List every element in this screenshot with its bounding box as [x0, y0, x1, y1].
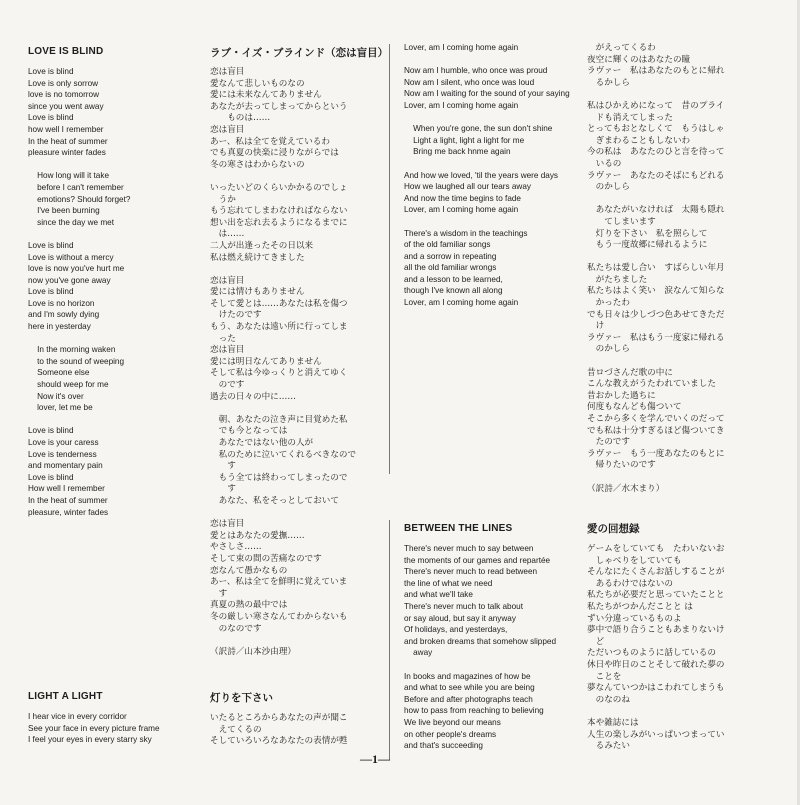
column-divider-top: [389, 44, 390, 474]
lyric-line: 夜空に輝くのはあなたの瞳: [587, 54, 691, 65]
lyric-line: ラヴァー 私はもう一度家に帰れる: [587, 332, 725, 343]
light-a-light-title: LIGHT A LIGHT: [28, 691, 103, 702]
lyric-line: [210, 403, 388, 415]
lyric-line: 朝、あなたの泣き声に目覚めた私: [210, 414, 348, 425]
between-the-lines-ja-title: 愛の回想録: [587, 523, 640, 535]
lyric-line: （訳詩／水木まり）: [587, 483, 665, 494]
lyric-line: もう忘れてしまわなければならない: [210, 206, 348, 217]
lyric-line: もう、あなたは遠い所に行ってしま: [210, 322, 348, 333]
lyric-line: [404, 158, 570, 170]
lyric-line: [404, 112, 570, 124]
lyric-line: ラヴァー もう一度あなたのもとに: [587, 448, 725, 459]
lyric-line: ラヴァー あなたのそばにもどれる: [587, 170, 725, 181]
lyric-line: In the heat of summer: [28, 495, 108, 505]
lyric-line: I've been burning: [28, 206, 100, 216]
lyric-line: and a lesson to be learned,: [404, 274, 503, 284]
lyric-line: たのです: [587, 437, 630, 448]
lyric-line: Love is blind: [28, 287, 74, 297]
lyric-line: 夢中で語り合うこともあまりないけ: [587, 625, 725, 636]
lyric-line: And how we loved, 'til the years were days: [404, 170, 559, 180]
lyric-line: 私は燃え続けてきました: [210, 252, 305, 263]
lyric-line: [210, 635, 388, 647]
lyric-line: [587, 252, 725, 264]
lyric-line: えてくるの: [210, 724, 262, 735]
lyric-line: I feel your eyes in every starry sky: [28, 735, 152, 745]
lyric-line: [210, 508, 388, 520]
between-the-lines-ja-section: [587, 521, 725, 753]
lyric-line: Someone else: [28, 368, 90, 378]
lyric-line: away: [404, 648, 433, 658]
lyric-line: the moments of our games and repartée: [404, 555, 551, 565]
lyric-line: [587, 194, 725, 206]
lyric-line: 過去の日々の中に……: [210, 391, 296, 402]
lyric-line: though I've known all along: [404, 286, 503, 296]
lyric-line: [587, 89, 725, 101]
lyric-line: and broken dreams that somehow slipped: [404, 636, 557, 646]
lyric-line: and what to see while you are being: [404, 683, 535, 693]
lyric-line: あるわけではないの: [587, 578, 673, 589]
lyric-line: 私たちは愛し合い すばらしい年月: [587, 263, 725, 274]
lyric-line: でも今となっては: [210, 426, 288, 437]
lyric-line: もう全ては終わってしまったので: [210, 472, 348, 483]
lyric-line: all the old familiar wrongs: [404, 263, 497, 273]
lyric-line: ことを: [587, 671, 622, 682]
lyric-line: った: [210, 333, 236, 344]
lyric-line: でも日々は少しづつ色あせてきただ: [587, 309, 725, 320]
lyric-line: あなたではない他の人が: [210, 438, 314, 448]
lyric-line: Lover, am I coming home again: [404, 100, 519, 110]
page-number: —1—: [360, 752, 390, 766]
lyric-line: ラヴァー 私はあなたのもとに帰れ: [587, 66, 725, 77]
lyric-line: Love is blind: [28, 472, 74, 482]
lyric-line: るみたい: [587, 741, 630, 752]
lyric-line: がたちました: [587, 274, 648, 285]
lyric-line: 人生の楽しみがいっぱいつまってい: [587, 729, 725, 740]
lyric-line: そして愛とは……あなたは私を傷つ: [210, 298, 348, 309]
lyric-line: ドも消えてしまった: [587, 112, 673, 123]
lyric-line: てしまいます: [587, 216, 656, 227]
lyric-line: けたのです: [210, 310, 262, 321]
lyric-line: pleasure, winter fades: [28, 507, 109, 517]
lyric-line: Of holidays, and yesterdays,: [404, 625, 508, 635]
lyric-line: How well I remember: [28, 484, 105, 494]
lyric-line: そんなにたくさんお話しすることが: [587, 567, 725, 578]
lyric-line: When you're gone, the sun don't shine: [404, 124, 553, 134]
lyric-line: and what we'll take: [404, 590, 473, 600]
lyric-line: のかしら: [587, 182, 630, 193]
lyric-line: のなのです: [210, 623, 262, 634]
lyric-line: あー、私は全てを覚えているわ: [210, 136, 330, 147]
light-a-light-ja-continued-lyrics: [587, 43, 725, 495]
lyric-line: がえってくるわ: [587, 43, 656, 53]
lyric-line: and a sorrow in repeating: [404, 251, 497, 261]
lyric-line: ものは……: [210, 113, 271, 124]
lyric-line: とってもおとなしくて もうはしゃ: [587, 124, 725, 135]
lyric-line: [587, 472, 725, 484]
lyric-line: 恋なんて愚かなもの: [210, 565, 288, 576]
lyric-line: あなた、私をそっとしておいて: [210, 495, 339, 506]
column-divider-bottom: [389, 520, 390, 760]
lyric-line: あなたが去ってしまってからという: [210, 101, 348, 112]
lyric-line: もう一度故郷に帰れるように: [587, 240, 708, 251]
lyric-line: 私はひかえめになって 昔のプライ: [587, 100, 725, 111]
lyric-line: かったわ: [587, 298, 630, 309]
lyric-line: あー、私は全てを鮮明に覚えていま: [210, 577, 348, 588]
lyric-line: and momentary pain: [28, 461, 103, 471]
lyric-line: [587, 706, 725, 718]
lyric-line: [210, 171, 388, 183]
lyric-line: [404, 216, 570, 228]
lyric-line: [28, 414, 130, 426]
lyric-line: ずい分違っているものよ: [587, 613, 682, 624]
love-is-blind-ja-lyrics: [210, 67, 388, 658]
lyric-line: In the morning waken: [28, 345, 116, 355]
lyric-line: いたるところからあなたの声が聞こ: [210, 713, 348, 723]
lyric-line: 帰りたいのです: [587, 460, 656, 471]
lyric-line: Before and after photographs teach: [404, 694, 533, 704]
lyric-line: There's never much to talk about: [404, 601, 523, 611]
lyric-line: We live beyond our means: [404, 717, 501, 727]
lyric-line: 夢なんていつかはこわれてしまうも: [587, 683, 725, 694]
lyric-line: 何度もなんども傷ついて: [587, 402, 682, 413]
lyric-line: and I'm sowly dying: [28, 310, 100, 320]
lyric-line: いったいどのくらいかかるのでしょ: [210, 182, 348, 193]
lyric-line: 私たちがつかんだことと は: [587, 601, 693, 612]
lyric-line: love is no tomorrow: [28, 90, 99, 100]
lyric-line: Lover, am I coming home again: [404, 298, 519, 308]
lyric-line: Now am I waiting for the sound of your saying: [404, 89, 570, 99]
lyric-line: そしていろいろなあなたの表情が甦: [210, 736, 348, 747]
love-is-blind-lyrics: [28, 66, 130, 518]
between-the-lines-ja-lyrics: [587, 544, 725, 753]
light-a-light-section: [28, 691, 160, 746]
lyric-line: 恋は盲目: [210, 275, 245, 286]
lyric-line: Now am I humble, who once was proud: [404, 66, 548, 76]
lyric-line: 私のために泣いてくれるべきなので: [210, 449, 357, 460]
lyric-line: 今の私は あなたのひと言を待って: [587, 147, 725, 158]
lyric-line: lover, let me be: [28, 403, 93, 413]
lyric-line: or say aloud, but say it anyway: [404, 613, 516, 623]
love-is-blind-section: [28, 46, 130, 518]
between-the-lines-lyrics: [404, 543, 556, 752]
lyric-line: Love is no horizon: [28, 298, 95, 308]
lyric-line: now you've gone away: [28, 275, 111, 285]
lyric-line: 愛なんて悲しいものなの: [210, 78, 305, 89]
lyric-line: 昔おかした過ちに: [587, 390, 656, 401]
lyric-line: 私たちはよく笑い 涙なんて知らな: [587, 286, 725, 297]
lyric-line: to the sound of weeping: [28, 356, 125, 366]
lyric-line: There's never much to say between: [404, 544, 534, 553]
lyric-line: 休日や昨日のことそして破れた夢の: [587, 659, 725, 670]
lyric-line: [28, 159, 130, 171]
lyric-line: 恋は盲目: [210, 124, 245, 135]
lyric-line: 想い出を忘れ去るようになるまでに: [210, 217, 348, 228]
lyric-line: いるの: [587, 158, 622, 169]
love-is-blind-ja-title: ラブ・イズ・ブラインド（恋は盲目）: [210, 47, 389, 59]
lyric-line: should weep for me: [28, 380, 109, 390]
lyric-line: 本や雑誌には: [587, 717, 639, 728]
lyric-line: Love is your caress: [28, 438, 99, 447]
lyric-line: け: [587, 321, 605, 332]
lyric-line: [210, 264, 388, 276]
lyric-line: 真夏の熱の最中では: [210, 600, 288, 611]
lyric-line: ど: [587, 636, 605, 647]
lyric-line: るかしら: [587, 77, 630, 88]
lyric-line: Love is tenderness: [28, 449, 97, 459]
lyric-line: のです: [210, 380, 245, 391]
lyric-line: of the old familiar songs: [404, 240, 491, 250]
lyric-line: how to pass from reaching to believing: [404, 706, 544, 716]
lyric-line: す: [210, 484, 236, 495]
lyric-line: Light a light, light a light for me: [404, 135, 525, 145]
lyric-line: 愛には明日なんてありません: [210, 356, 322, 367]
lyric-line: since the day we met: [28, 217, 115, 227]
lyric-line: す: [210, 588, 228, 599]
light-a-light-continued-lyrics: [404, 42, 570, 309]
lyric-line: the line of what we need: [404, 578, 493, 588]
lyric-line: on other people's dreams: [404, 729, 497, 739]
light-a-light-ja-continued: [587, 43, 725, 495]
lyric-line: ぎまわることもしないわ: [587, 135, 691, 146]
lyric-line: 愛には情けもありません: [210, 287, 305, 298]
lyric-line: pleasure winter fades: [28, 148, 106, 158]
lyric-line: 昔ロづさんだ歌の中に: [587, 367, 673, 378]
lyric-line: emotions? Should forget?: [28, 194, 131, 204]
lyric-line: のかしら: [587, 344, 630, 355]
light-a-light-lyrics: [28, 711, 160, 746]
lyric-line: [404, 54, 570, 66]
lyric-line: Lover, am I coming home again: [404, 43, 519, 52]
lyric-line: how well I remember: [28, 124, 104, 134]
light-a-light-ja-title: 灯りを下さい: [210, 692, 273, 704]
lyric-line: す: [210, 461, 236, 472]
lyric-line: そして束の間の苦痛なのです: [210, 553, 322, 564]
lyric-line: here in yesterday: [28, 322, 91, 332]
lyric-line: ゲームをしていても たわいないお: [587, 544, 725, 554]
lyric-line: [28, 228, 130, 240]
lyric-line: 二人が出逢ったその日以来: [210, 240, 314, 251]
lyric-line: は……: [210, 229, 245, 240]
lyric-line: In books and magazines of how be: [404, 671, 531, 681]
lyric-line: [28, 333, 130, 345]
lyric-line: How we laughed all our tears away: [404, 182, 531, 192]
lyric-line: 恋は盲目: [210, 519, 245, 530]
lyric-line: ただいつものように話しているの: [587, 648, 716, 659]
light-a-light-ja-section: [210, 690, 348, 748]
light-a-light-ja-lyrics: [210, 713, 348, 748]
lyric-line: 愛には未来なんてありません: [210, 90, 322, 101]
lyric-line: In the heat of summer: [28, 136, 108, 146]
lyric-line: うか: [210, 194, 236, 205]
between-the-lines-title: BETWEEN THE LINES: [404, 523, 513, 534]
lyric-line: Lover, am I coming home again: [404, 205, 519, 215]
love-is-blind-title: LOVE IS BLIND: [28, 46, 104, 57]
lyric-line: しゃべりをしていても: [587, 555, 682, 566]
lyric-line: I hear vice in every corridor: [28, 712, 127, 721]
lyric-line: Now am I silent, who once was loud: [404, 77, 535, 87]
between-the-lines-section: [404, 523, 556, 752]
lyric-line: Love is blind: [28, 426, 74, 436]
lyric-line: There's a wisdom in the teachings: [404, 228, 528, 238]
lyric-line: そして私は今ゆっくりと消えてゆく: [210, 368, 348, 379]
lyric-line: あなたがいなければ 太陽も隠れ: [587, 205, 725, 216]
lyric-line: （訳詩／山本沙由理）: [210, 646, 296, 657]
lyric-line: Love is blind: [28, 240, 74, 250]
lyric-line: そこから多くを学んでいくのだって: [587, 414, 725, 424]
lyric-line: 冬の厳しい寒さなんてわからないも: [210, 611, 348, 622]
light-a-light-continued: [404, 42, 570, 309]
lyric-line: Love is without a mercy: [28, 252, 114, 262]
lyric-line: since you went away: [28, 101, 104, 111]
lyric-line: Love is blind: [28, 113, 74, 123]
lyric-line: 恋は盲目: [210, 345, 245, 356]
lyric-line: Love is only sorrow: [28, 78, 99, 88]
lyric-line: See your face in every picture frame: [28, 723, 160, 733]
lyric-line: やさしさ……: [210, 542, 262, 553]
lyric-line: 冬の寒さはわからないの: [210, 159, 305, 170]
lyric-line: [404, 659, 556, 671]
lyric-line: How long will it take: [28, 171, 109, 181]
lyric-line: こんな教えがうたわれていました: [587, 379, 716, 390]
lyric-line: and that's succeeding: [404, 741, 483, 751]
lyric-line: でも真夏の快楽に浸りながらでは: [210, 148, 339, 159]
lyric-line: Now it's over: [28, 391, 84, 401]
lyric-line: 恋は盲目: [210, 67, 245, 77]
lyric-line: 愛とはあなたの愛撫……: [210, 530, 305, 541]
lyric-line: And now the time begins to fade: [404, 193, 521, 203]
lyric-line: のなのね: [587, 694, 630, 705]
lyric-line: love is now you've hurt me: [28, 264, 125, 274]
lyric-line: There's never much to read between: [404, 567, 538, 577]
lyric-line: [587, 356, 725, 368]
lyric-line: Love is blind: [28, 67, 74, 76]
lyric-line: 灯りを下さい 私を照らして: [587, 228, 708, 239]
lyric-line: 私たちが必要だと思っていたことと: [587, 590, 725, 601]
lyric-line: Bring me back hnme again: [404, 147, 511, 157]
love-is-blind-ja-section: [210, 45, 388, 658]
lyric-line: でも私は十分すぎるほど傷ついてき: [587, 425, 725, 436]
lyric-line: before I can't remember: [28, 182, 124, 192]
